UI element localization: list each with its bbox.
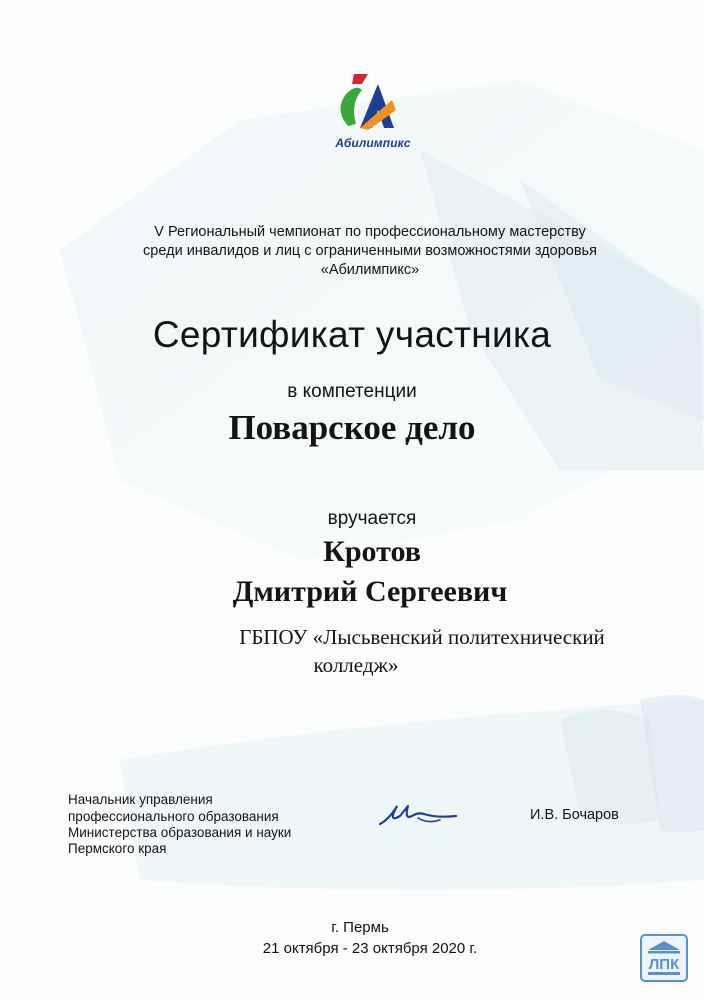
signer-name: И.В. Бочаров xyxy=(530,807,619,823)
abilympics-logo xyxy=(330,70,416,154)
championship-title-line-3: «Абилимпикс» xyxy=(320,262,420,278)
abilympics-emblem-icon xyxy=(330,70,416,136)
awarded-label: вручается xyxy=(327,508,417,529)
organization-line-2: колледж» xyxy=(313,653,399,677)
signer-title-line: Пермского края xyxy=(68,841,167,856)
event-dates: 21 октября - 23 октября 2020 г. xyxy=(262,940,478,957)
recipient-surname: Кротов xyxy=(323,535,421,568)
competence-label: в компетенции xyxy=(287,381,417,402)
championship-title-line-2: среди инвалидов и лиц с ограниченными возможностями здоровья xyxy=(143,243,597,259)
signer-title-line: профессионального образования xyxy=(68,809,279,824)
signer-title-line: Начальник управления xyxy=(68,792,213,807)
abilympics-logo-text: Абилимпикс xyxy=(335,136,411,150)
city: г. Пермь xyxy=(331,919,389,936)
svg-text:ЛПК: ЛПК xyxy=(648,956,680,973)
championship-title-line-1: V Региональный чемпионат по профессиональному мастерству xyxy=(154,224,586,240)
organization-line-1: ГБПОУ «Лысьвенский политехнический xyxy=(239,625,605,649)
competence-name: Поварское дело xyxy=(228,408,476,447)
signer-title-line: Министерства образования и науки xyxy=(68,825,292,840)
certificate-title: Сертификат участника xyxy=(152,314,552,355)
signature xyxy=(378,798,458,830)
college-stamp-icon xyxy=(640,934,688,982)
recipient-given-names: Дмитрий Сергеевич xyxy=(232,575,508,608)
